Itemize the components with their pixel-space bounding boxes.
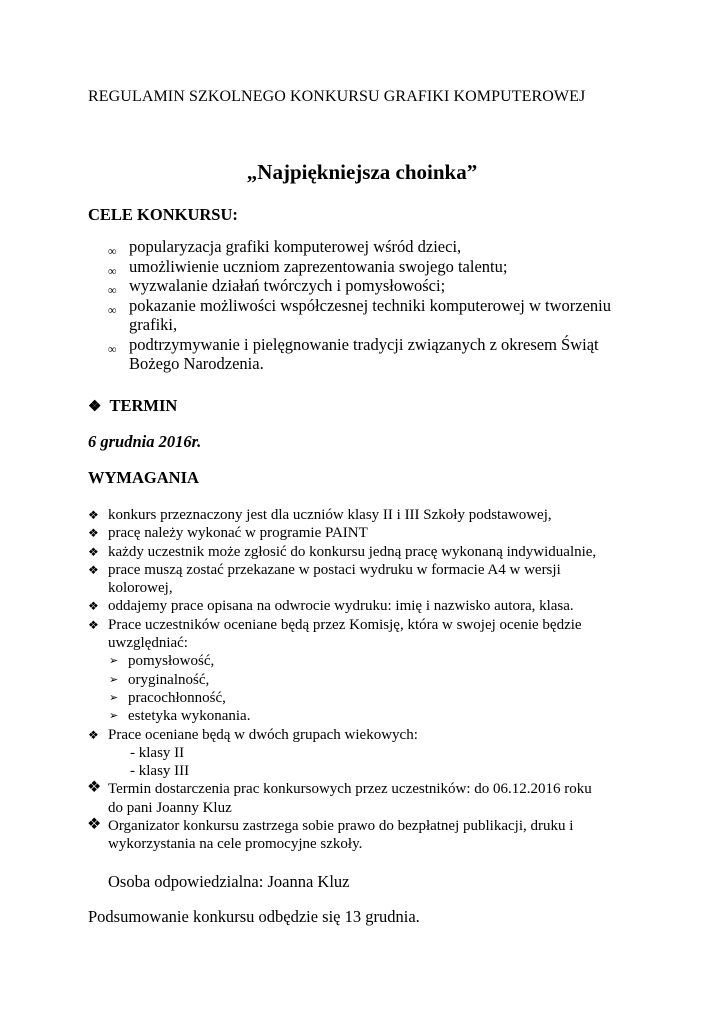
list-item: ❖ Organizator konkursu zastrzega sobie prawo do bezpłatnej publikacji, druku i wykorzystania na cele promocyjne szkoły. [87, 816, 574, 853]
goals-list [108, 237, 611, 374]
requirements-list [88, 506, 596, 854]
criteria-item: ➢ estetyka wykonania. [109, 708, 251, 725]
list-item: ❖ pracę należy wykonać w programie PAINT [88, 525, 368, 542]
termin-heading: ❖ TERMIN [88, 396, 178, 415]
criteria-item: ➢ oryginalność, [109, 671, 210, 688]
diamond-bullet-icon: ❖ [88, 544, 99, 559]
arrow-bullet-icon: ➢ [109, 691, 119, 704]
list-item: ∞ pokazanie możliwości współczesnej techniki komputerowej w tworzeniu grafiki, [108, 295, 612, 334]
list-item: ∞ popularyzacja grafiki komputerowej wśród dzieci, [108, 237, 611, 257]
diamond-bullet-icon: ❖ [88, 508, 99, 522]
diamond-bullet-icon: ❖ [88, 526, 99, 541]
termin-date: 6 grudnia 2016r. [88, 432, 202, 451]
infinity-icon: ∞ [108, 244, 117, 258]
diamond-bullet-icon: ❖ [88, 617, 99, 632]
responsible-person: Osoba odpowiedzialna: Joanna Kluz [108, 872, 350, 891]
list-item: ∞ umożliwienie uczniom zaprezentowania swojego talentu; [108, 257, 611, 277]
goals-heading: CELE KONKURSU: [88, 205, 238, 224]
list-item: ❖ Termin dostarczenia prac konkursowych przez uczestników: do 06.12.2016 roku do pani Joanny Kluz [87, 779, 592, 816]
requirements-heading: WYMAGANIA [88, 468, 199, 487]
diamond-bullet-icon: ❖ [88, 599, 99, 614]
infinity-icon: ∞ [108, 341, 117, 356]
diamond-bullet-icon: ❖ [87, 779, 102, 797]
arrow-bullet-icon: ➢ [109, 710, 119, 723]
list-item: ❖ oddajemy prace opisana na odwrocie wydruku: imię i nazwisko autora, klasa. [88, 598, 574, 615]
list-item: ❖ każdy uczestnik może zgłosić do konkursu jedną pracę wykonaną indywidualnie, [88, 543, 597, 560]
arrow-bullet-icon: ➢ [109, 655, 119, 668]
list-item: ❖ prace muszą zostać przekazane w postaci wydruku w formacie A4 w wersji kolorowej, [88, 561, 561, 597]
list-item: ❖ Prace oceniane będą w dwóch grupach wiekowych: [88, 726, 418, 743]
diamond-bullet-icon: ❖ [88, 562, 99, 577]
diamond-bullet-icon: ❖ [87, 816, 102, 834]
diamond-bullet-icon: ❖ [88, 399, 102, 415]
list-item: ∞ wyzwalanie działań twórczych i pomysłowości; [108, 276, 611, 296]
infinity-icon: ∞ [108, 283, 117, 297]
list-item: ❖ konkurs przeznaczony jest dla uczniów klasy II i III Szkoły podstawowej, [88, 507, 552, 523]
summary-note: Podsumowanie konkursu odbędzie się 13 grudnia. [88, 907, 420, 926]
list-item: ∞ podtrzymywanie i pielęgnowanie tradycji związanych z okresem Świąt Bożego Narodzenia. [108, 334, 599, 373]
age-group: - klasy II [130, 744, 185, 761]
criteria-item: ➢ pomysłowość, [109, 653, 215, 670]
list-item: ❖ Prace uczestników oceniane będą przez Komisję, która w swojej ocenie będzie uwzględniać: [88, 616, 582, 652]
infinity-icon: ∞ [108, 263, 117, 278]
age-group: - klasy III [130, 763, 190, 780]
criteria-item: ➢ pracochłonność, [109, 689, 226, 706]
infinity-icon: ∞ [108, 302, 117, 317]
arrow-bullet-icon: ➢ [109, 673, 119, 686]
contest-title: „Najpiękniejsza choinka” [246, 160, 478, 184]
diamond-bullet-icon: ❖ [88, 727, 99, 742]
document-header: REGULAMIN SZKOLNEGO KONKURSU GRAFIKI KOMPUTEROWEJ [88, 88, 586, 105]
